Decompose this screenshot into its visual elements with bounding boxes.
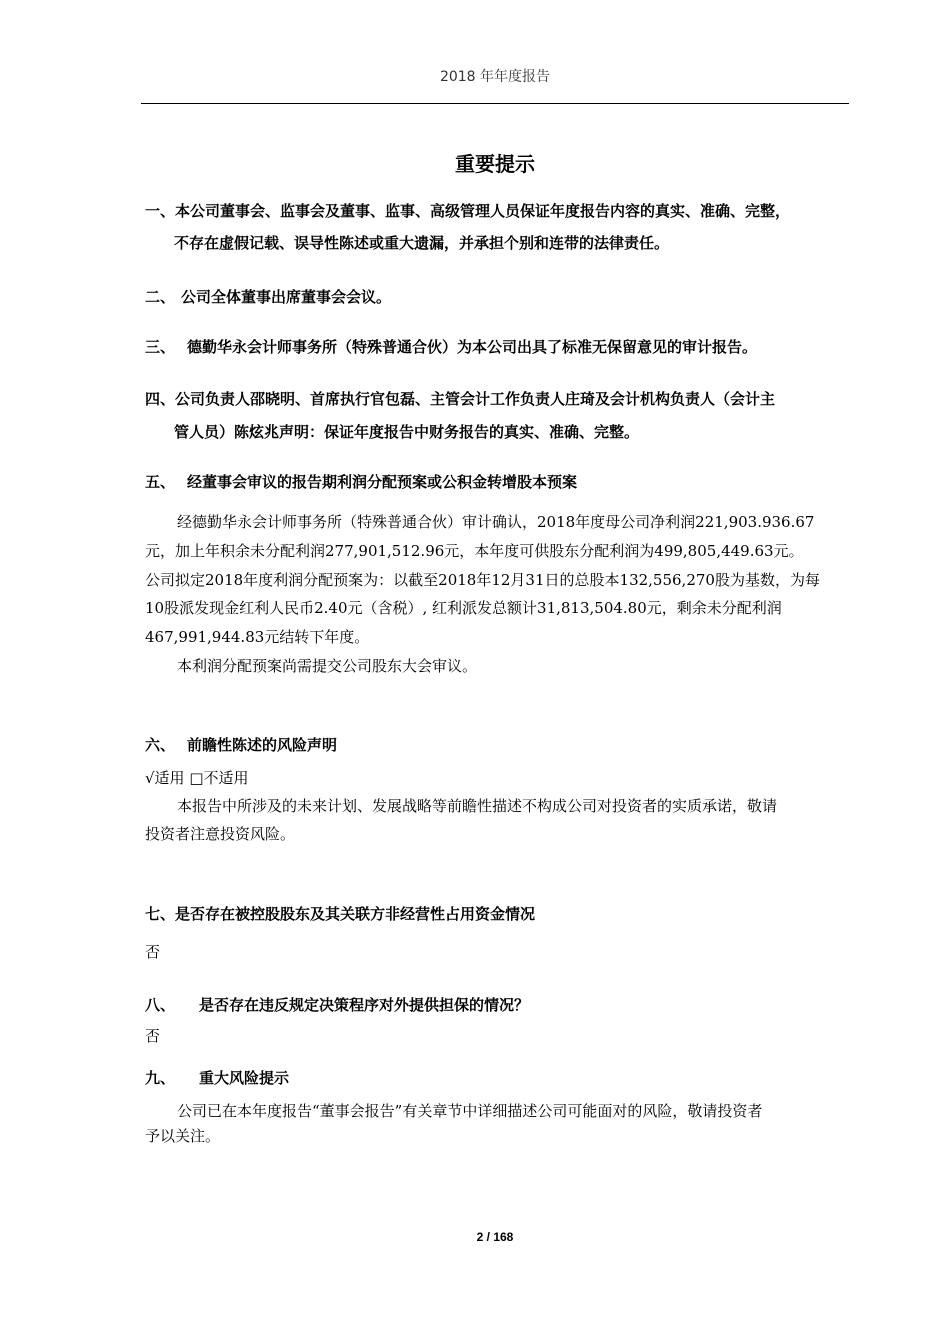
item-5-para-line-2: 元，加上年积余未分配利润277,901,512.96元，本年度可供股东分配利润为499,805,449.63元。: [145, 542, 804, 560]
item-4-line-2: 管人员）陈炫兆声明：保证年度报告中财务报告的真实、准确、完整。: [174, 423, 640, 441]
item-2: 二、 公司全体董事出席董事会会议。: [145, 283, 391, 311]
item-8-number: 八、: [145, 996, 176, 1014]
item-5-para-2: 本利润分配预案尚需提交公司股东大会审议。: [177, 657, 478, 675]
item-7-answer: 否: [145, 943, 161, 961]
item-6-para-line-1: 本报告中所涉及的未来计划、发展战略等前瞻性描述不构成公司对投资者的实质承诺，敬请: [177, 797, 778, 815]
item-1-number: 一、: [145, 202, 176, 220]
item-6-heading: 六、 前瞻性陈述的风险声明: [145, 731, 337, 759]
item-9-para-line-2: 予以关注。: [145, 1127, 221, 1145]
item-5-para-line-3: 公司拟定2018年度利润分配预案为：以截至2018年12月31日的总股本132,556,270股为基数，为每: [145, 571, 820, 589]
header-divider: [141, 103, 849, 104]
item-3: 三、 德勤华永会计师事务所（特殊普通合伙）为本公司出具了标准无保留意见的审计报告。: [145, 333, 757, 361]
page-title: 重要提示: [455, 152, 535, 176]
item-9-heading: 九、 重大风险提示: [145, 1064, 289, 1092]
item-5-para-line-4: 10股派发现金红利人民币2.40元（含税）, 红利派发总额计31,813,504.80元，剩余未分配利润: [145, 599, 782, 617]
item-5-heading: 五、 经董事会审议的报告期利润分配预案或公积金转增股本预案: [145, 468, 577, 496]
item-6-number: 六、: [145, 736, 176, 754]
item-3-number: 三、: [145, 338, 176, 356]
item-7-number: 七、: [145, 905, 176, 923]
item-9-number: 九、: [145, 1069, 176, 1087]
item-5-para-line-1: 经德勤华永会计师事务所（特殊普通合伙）审计确认，2018年度母公司净利润221,903.936.67: [177, 513, 815, 531]
item-5-para-line-5: 467,991,944.83元结转下年度。: [145, 628, 370, 646]
item-4-line-1: 四、公司负责人邵晓明、首席执行官包磊、主管会计工作负责人庄琦及会计机构负责人（会计主: [145, 385, 775, 413]
running-header: 2018 年年度报告: [439, 69, 551, 85]
page-number: 2 / 168: [476, 1230, 514, 1244]
item-8-heading: 八、 是否存在违反规定决策程序对外提供担保的情况？: [145, 991, 529, 1019]
item-1-line-1: 一、本公司董事会、监事会及董事、监事、高级管理人员保证年度报告内容的真实、准确、完整，: [145, 197, 790, 225]
item-6-para-line-2: 投资者注意投资风险。: [145, 825, 296, 843]
item-7-heading: 七、是否存在被控股股东及其关联方非经营性占用资金情况: [145, 900, 535, 928]
item-1-line-2: 不存在虚假记载、误导性陈述或重大遗漏，并承担个别和连带的法律责任。: [174, 234, 670, 252]
item-9-para-line-1: 公司已在本年度报告“董事会报告”有关章节中详细描述公司可能面对的风险，敬请投资者: [177, 1102, 763, 1120]
item-8-answer: 否: [145, 1027, 161, 1045]
item-5-number: 五、: [145, 473, 176, 491]
item-2-number: 二、: [145, 288, 176, 306]
applicability-checkbox-line: √适用 □不适用: [145, 769, 249, 787]
item-4-number: 四、: [145, 390, 176, 408]
